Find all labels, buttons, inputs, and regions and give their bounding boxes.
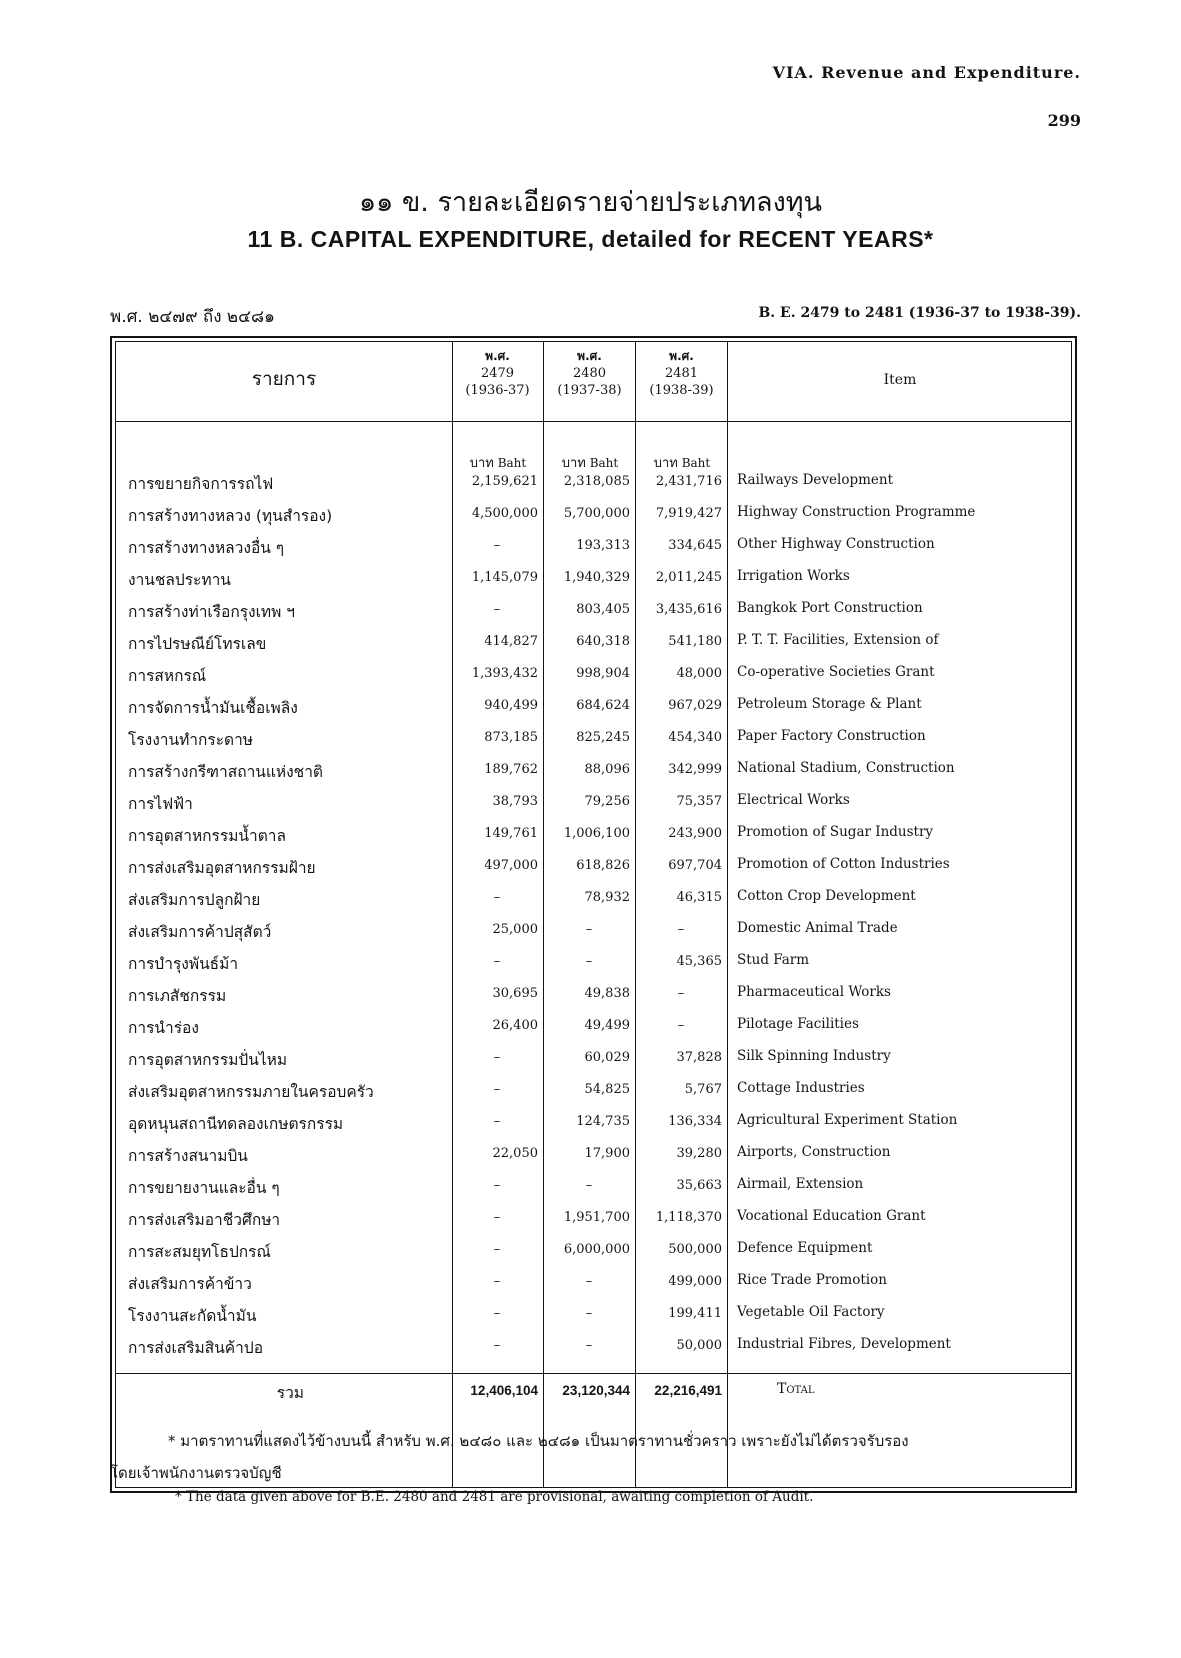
table-row [116,754,1071,786]
row-label-english: Airports, Construction [737,1144,891,1160]
row-label-english: Defence Equipment [737,1240,873,1256]
row-value-2480: 803,405 [576,602,630,617]
row-label-english: Vocational Education Grant [737,1208,926,1224]
row-value-2479: 497,000 [484,858,538,873]
row-value-2480: 825,245 [576,730,630,745]
row-label-thai: การสร้างทางหลวงอื่น ๆ [128,539,285,557]
row-value-2479: 1,145,079 [471,570,538,585]
row-label-thai: การสร้างท่าเรือกรุงเทพ ฯ [128,603,295,621]
row-value-2479: – [493,602,501,617]
total-2481: 22,216,491 [654,1383,722,1398]
row-value-2481: 48,000 [676,666,722,681]
table-row [116,690,1071,722]
header-item-english: Item [883,372,917,388]
row-value-2481: 454,340 [668,730,722,745]
row-label-thai: การนำร่อง [128,1019,199,1037]
row-label-english: Silk Spinning Industry [737,1048,891,1064]
header-year-2479 [452,348,543,399]
table-row [116,1330,1071,1362]
unit-english: Baht [681,456,711,470]
row-label-thai: ส่งเสริมอุตสาหกรรมภายในครอบครัว [128,1083,374,1101]
table-body [115,341,1072,1488]
row-value-2481: 342,999 [668,762,722,777]
period-thai: พ.ศ. ๒๔๗๙ ถึง ๒๔๘๑ [110,307,275,327]
table-row [116,658,1071,690]
total-divider [116,1373,1071,1374]
table-row [116,818,1071,850]
row-value-2480: 6,000,000 [563,1242,630,1257]
row-label-thai: ส่งเสริมการค้าปสุสัตว์ [128,923,272,941]
table-row [116,466,1071,498]
row-value-2480: 640,318 [576,634,630,649]
row-label-english: Cottage Industries [737,1080,865,1096]
row-value-2480: 998,904 [576,666,630,681]
header-year: 2479 [480,366,515,381]
row-value-2480: 684,624 [576,698,630,713]
row-label-english: Bangkok Port Construction [737,600,923,616]
row-value-2480: 5,700,000 [563,506,630,521]
table-row [116,946,1071,978]
row-value-2481: 37,828 [676,1050,722,1065]
row-value-2480: 49,838 [584,986,630,1001]
row-label-thai: การสหกรณ์ [128,667,207,685]
footnote-thai-line-2: โดยเจ้าพนักงานตรวจบัญชี [110,1464,282,1482]
unit-thai: บาท [653,456,678,471]
page-number: 299 [1047,111,1081,130]
row-label-thai: การไปรษณีย์โทรเลข [128,635,267,653]
row-value-2481: 697,704 [668,858,722,873]
row-label-english: Agricultural Experiment Station [737,1112,958,1128]
row-value-2480: – [585,1338,593,1353]
row-label-thai: การส่งเสริมสินค้าปอ [128,1339,264,1357]
row-value-2479: 940,499 [484,698,538,713]
header-year: 2481 [664,366,699,381]
row-label-thai: การส่งเสริมอาชีวศึกษา [128,1211,281,1229]
row-value-2480: 17,900 [584,1146,630,1161]
table-row [116,626,1071,658]
row-value-2480: 1,006,100 [563,826,630,841]
header-era: พ.ศ. [485,349,510,363]
header-item-thai: รายการ [251,368,317,390]
row-value-2480: 1,940,329 [563,570,630,585]
table-row [116,786,1071,818]
total-row [116,1375,1071,1407]
table-row [116,882,1071,914]
row-value-2480: 78,932 [584,890,630,905]
row-value-2481: 35,663 [676,1178,722,1193]
row-value-2481: 5,767 [684,1082,722,1097]
running-head: VIA. Revenue and Expenditure. [772,63,1081,82]
row-value-2481: 7,919,427 [655,506,722,521]
row-label-thai: การไฟฟ้า [128,795,193,813]
row-label-english: Airmail, Extension [737,1176,864,1192]
row-label-english: Industrial Fibres, Development [737,1336,951,1352]
table-row [116,594,1071,626]
row-value-2481: 243,900 [668,826,722,841]
row-label-thai: การอุตสาหกรรมปั่นไหม [128,1051,288,1069]
row-label-english: Cotton Crop Development [737,888,916,904]
row-value-2479: – [493,1306,501,1321]
table-row [116,850,1071,882]
row-label-english: P. T. T. Facilities, Extension of [737,632,939,648]
row-value-2481: 2,011,245 [655,570,722,585]
row-value-2479: – [493,1082,501,1097]
row-label-english: Promotion of Cotton Industries [737,856,950,872]
row-value-2480: 60,029 [584,1050,630,1065]
row-label-english: Co-operative Societies Grant [737,664,935,680]
total-label-thai [116,1380,452,1405]
row-value-2479: – [493,1338,501,1353]
row-label-thai: อุดหนุนสถานีทดลองเกษตรกรรม [128,1115,344,1133]
row-value-2481: 499,000 [668,1274,722,1289]
row-label-english: Irrigation Works [737,568,850,584]
row-value-2481: 500,000 [668,1242,722,1257]
header-range: (1938-39) [649,383,714,398]
row-label-english: Railways Development [737,472,894,488]
row-label-english: Petroleum Storage & Plant [737,696,922,712]
row-value-2480: 49,499 [584,1018,630,1033]
row-value-2479: 1,393,432 [471,666,538,681]
row-label-english: Pharmaceutical Works [737,984,891,1000]
row-label-thai: การขยายกิจการรถไฟ [128,475,274,493]
row-value-2480: 2,318,085 [563,474,630,489]
table-row [116,562,1071,594]
row-value-2479: 2,159,621 [471,474,538,489]
row-label-thai: การสะสมยุทโธปกรณ์ [128,1243,271,1261]
row-value-2481: – [677,986,685,1001]
expenditure-table [110,336,1077,1493]
row-value-2481: – [677,922,685,937]
row-value-2479: – [493,1050,501,1065]
row-label-thai: การเภสัชกรรม [128,987,227,1005]
row-value-2479: 189,762 [484,762,538,777]
total-label-thai-text: รวม [276,1384,304,1402]
row-value-2481: 45,365 [676,954,722,969]
table-row [116,1106,1071,1138]
row-label-thai: การอุตสาหกรรมน้ำตาล [128,827,286,845]
row-value-2481: 3,435,616 [655,602,722,617]
table-row [116,1074,1071,1106]
row-value-2481: 46,315 [676,890,722,905]
row-label-thai: การส่งเสริมอุตสาหกรรมฝ้าย [128,859,316,877]
row-value-2481: 541,180 [668,634,722,649]
row-label-english: Domestic Animal Trade [737,920,898,936]
row-value-2479: 149,761 [484,826,538,841]
row-value-2480: – [585,1274,593,1289]
unit-english: Baht [589,456,619,470]
row-value-2480: 193,313 [576,538,630,553]
row-label-thai: การสร้างทางหลวง (ทุนสำรอง) [128,507,333,525]
total-2479: 12,406,104 [470,1383,538,1398]
row-label-thai: โรงงานสะกัดน้ำมัน [128,1307,257,1325]
row-value-2480: 618,826 [576,858,630,873]
header-year-2481 [636,348,727,399]
row-value-2479: – [493,1242,501,1257]
row-value-2481: 136,334 [668,1114,722,1129]
table-row [116,722,1071,754]
title-thai: ๑๑ ข. รายละเอียดรายจ่ายประเภทลงทุน [358,187,823,218]
row-label-thai: การสร้างสนามบิน [128,1147,248,1165]
total-2480: 23,120,344 [562,1383,630,1398]
row-value-2480: 54,825 [584,1082,630,1097]
row-label-english: Rice Trade Promotion [737,1272,887,1288]
row-label-english: Stud Farm [737,952,810,968]
table-row [116,1298,1071,1330]
table-row [116,1042,1071,1074]
row-value-2481: 1,118,370 [655,1210,722,1225]
row-value-2479: 22,050 [492,1146,538,1161]
row-value-2480: 1,951,700 [563,1210,630,1225]
row-label-english: Highway Construction Programme [737,504,976,520]
row-value-2479: – [493,890,501,905]
row-value-2479: – [493,1210,501,1225]
table-row [116,1138,1071,1170]
row-value-2481: 2,431,716 [655,474,722,489]
row-label-thai: ส่งเสริมการค้าข้าว [128,1275,252,1293]
table-row [116,1202,1071,1234]
header-divider [116,421,1071,422]
row-label-english: Promotion of Sugar Industry [737,824,934,840]
row-value-2480: 79,256 [584,794,630,809]
row-label-thai: การขยายงานและอื่น ๆ [128,1179,280,1197]
row-value-2479: 414,827 [484,634,538,649]
footnote-english: * The data given above for B.E. 2480 and 2481 are provisional, awaiting completion of Audit. [175,1489,814,1505]
row-label-english: Electrical Works [737,792,850,808]
table-row [116,914,1071,946]
row-label-thai: งานชลประทาน [128,571,231,589]
row-value-2480: – [585,954,593,969]
row-value-2480: – [585,922,593,937]
row-value-2479: – [493,1274,501,1289]
table-row [116,1170,1071,1202]
row-value-2481: 39,280 [676,1146,722,1161]
row-value-2481: 967,029 [668,698,722,713]
title-english: 11 B. CAPITAL EXPENDITURE, detailed for RECENT YEARS* [247,226,934,252]
header-era: พ.ศ. [669,349,694,363]
header-range: (1937-38) [557,383,622,398]
header-era: พ.ศ. [577,349,602,363]
unit-english: Baht [497,456,527,470]
footnote-thai-line-1: * มาตราทานที่แสดงไว้ข้างบนนี้ สำหรับ พ.ศ. ๒๔๘๐ และ ๒๔๘๑ เป็นมาตราทานชั่วคราว เพราะยังไม่ได้ตรวจรับรอง [168,1432,909,1450]
row-value-2479: – [493,1114,501,1129]
table-row [116,1266,1071,1298]
row-label-english: National Stadium, Construction [737,760,955,776]
row-value-2479: – [493,538,501,553]
row-label-thai: ส่งเสริมการปลูกฝ้าย [128,891,261,909]
row-value-2480: 88,096 [584,762,630,777]
header-range: (1936-37) [465,383,530,398]
row-label-thai: การจัดการน้ำมันเชื้อเพลิง [128,699,298,717]
period-english: B. E. 2479 to 2481 (1936-37 to 1938-39). [758,305,1081,321]
row-value-2479: 30,695 [492,986,538,1001]
row-value-2480: – [585,1178,593,1193]
header-year: 2480 [572,366,607,381]
row-value-2479: 4,500,000 [471,506,538,521]
row-value-2480: – [585,1306,593,1321]
table-row [116,978,1071,1010]
table-row [116,530,1071,562]
row-label-thai: โรงงานทำกระดาษ [128,731,254,749]
row-value-2479: 873,185 [484,730,538,745]
row-value-2479: 38,793 [492,794,538,809]
row-value-2481: 199,411 [668,1306,722,1321]
row-value-2481: – [677,1018,685,1033]
row-label-thai: การสร้างกรีฑาสถานแห่งชาติ [128,763,323,781]
unit-thai: บาท [469,456,494,471]
row-value-2479: – [493,1178,501,1193]
row-value-2479: 26,400 [492,1018,538,1033]
row-value-2481: 75,357 [676,794,722,809]
row-label-english: Pilotage Facilities [737,1016,859,1032]
row-label-english: Paper Factory Construction [737,728,926,744]
table-row [116,1010,1071,1042]
row-value-2480: 124,735 [576,1114,630,1129]
row-value-2481: 334,645 [668,538,722,553]
row-value-2479: – [493,954,501,969]
table-row [116,498,1071,530]
header-year-2480 [544,348,635,399]
row-label-thai: การบำรุงพันธ์ม้า [128,955,239,973]
row-value-2479: 25,000 [492,922,538,937]
total-label-english: Total [777,1381,815,1397]
unit-thai: บาท [561,456,586,471]
table-row [116,1234,1071,1266]
row-label-english: Vegetable Oil Factory [737,1304,885,1320]
row-label-english: Other Highway Construction [737,536,935,552]
row-value-2481: 50,000 [676,1338,722,1353]
